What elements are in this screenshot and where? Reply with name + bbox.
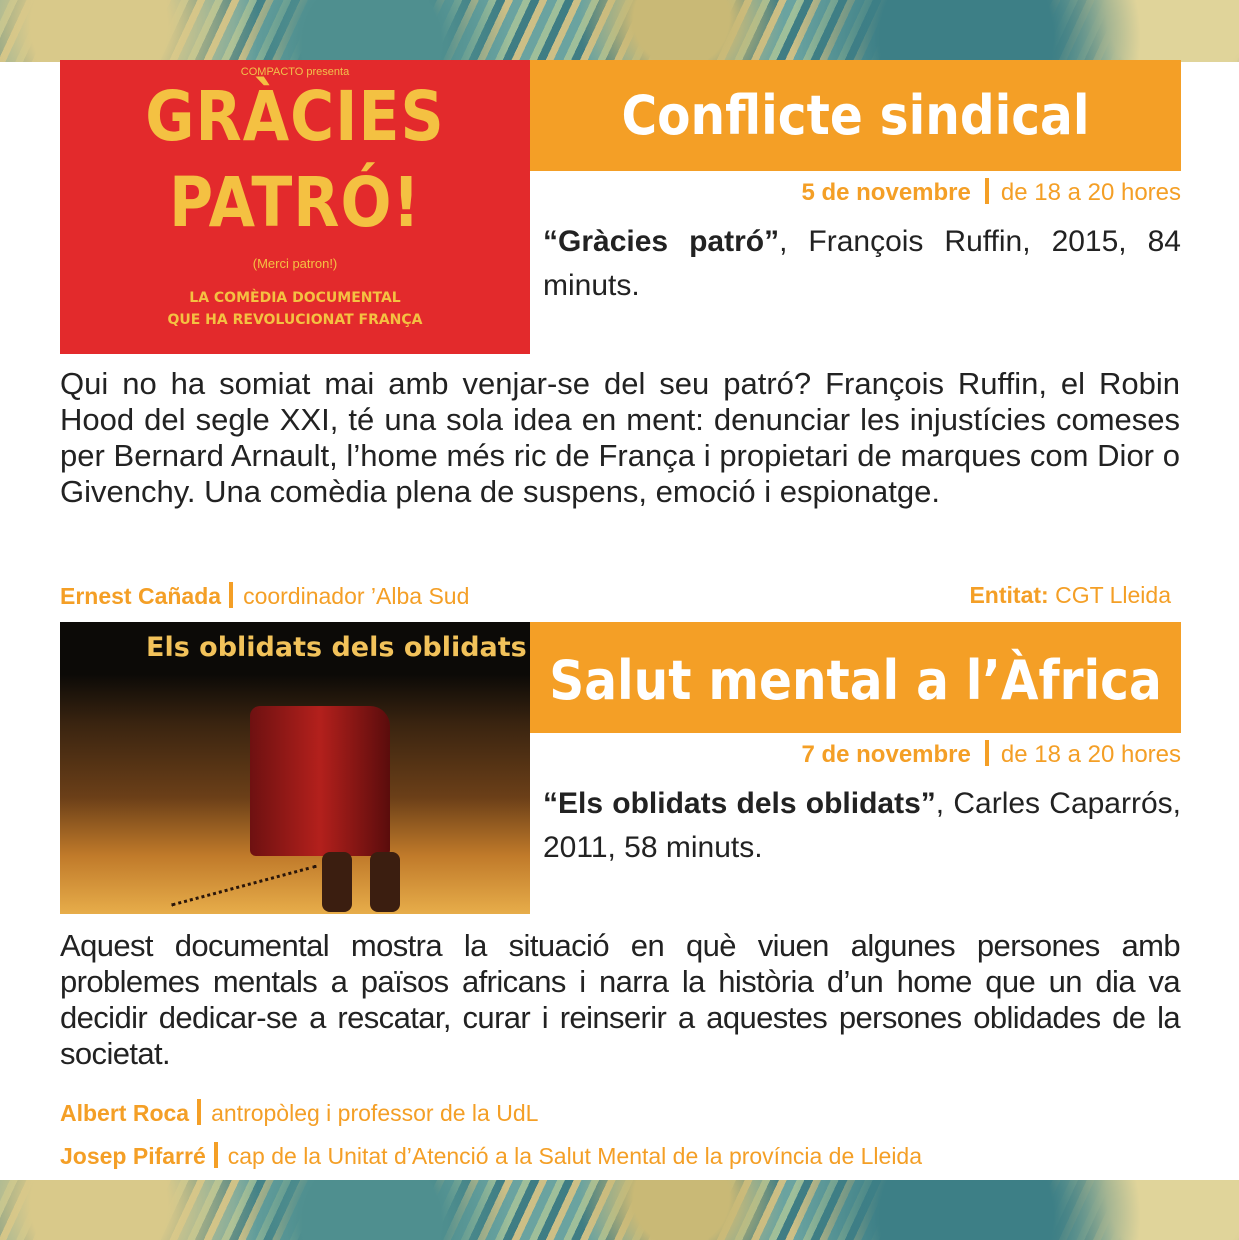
event1-description: Qui no ha somiat mai amb venjar-se del seu patró? François Ruffin, el Robin Hood del segle XXI, té una sola idea en ment: denunciar les injustícies comeses per Bernard Arnault, l’home més ric de França i propietari de marques com Dior o Givenchy. Una comèdia plena de suspens, emoció i espionatge. xyxy=(60,366,1180,509)
event2-speaker xyxy=(60,1142,922,1170)
event2-description: Aquest documental mostra la situació en què viuen algunes persones amb problemes mentals a països africans i narra la història d’un home que un dia va decidir dedicar-se a rescatar, curar i reinserir a aquestes persones oblidades de la societat. xyxy=(60,928,1180,1071)
separator-bar xyxy=(229,582,233,608)
separator-bar xyxy=(197,1099,201,1125)
poster-figure-leg xyxy=(322,852,352,912)
event2-speaker-name: Albert Roca xyxy=(60,1100,190,1126)
event1-film-info xyxy=(543,220,1181,308)
event2-film-title: “Els oblidats dels oblidats” xyxy=(543,787,936,820)
event1-time: de 18 a 20 hores xyxy=(1000,179,1181,206)
separator-bar xyxy=(214,1142,218,1168)
poster-title-line2: PATRÓ! xyxy=(169,162,421,244)
film-poster-gracies-patro xyxy=(60,60,530,354)
event1-datetime xyxy=(801,178,1181,207)
poster-tagline1: LA COMÈDIA DOCUMENTAL xyxy=(189,290,401,306)
separator-bar xyxy=(985,178,989,204)
decorative-texture-band-bottom xyxy=(0,1180,1239,1240)
event2-speaker-role: cap de la Unitat d’Atenció a la Salut Mental de la província de Lleida xyxy=(227,1143,923,1169)
event2-date: 7 de novembre xyxy=(801,741,971,768)
event1-film-title: “Gràcies patró” xyxy=(543,225,780,258)
poster-subtitle: (Merci patron!) xyxy=(252,256,338,271)
poster-figure-leg xyxy=(370,852,400,912)
entity-label: Entitat: xyxy=(969,582,1049,608)
event1-film-details: , François Ruffin, 2015, 84 minuts. xyxy=(543,225,1181,302)
event-header-salut-mental: Salut mental a l’Àfrica xyxy=(530,622,1181,733)
poster-title: Els oblidats dels oblidats xyxy=(146,632,527,663)
entity-value: CGT Lleida xyxy=(1048,582,1171,608)
poster-brand: COMPACTO presenta xyxy=(240,66,350,78)
film-poster-els-oblidats xyxy=(60,622,530,914)
event2-time: de 18 a 20 hores xyxy=(1000,741,1181,768)
event1-entity xyxy=(969,582,1171,609)
event2-speaker-name: Josep Pifarré xyxy=(60,1143,206,1169)
separator-bar xyxy=(985,740,989,766)
poster-tagline2: QUE HA REVOLUCIONAT FRANÇA xyxy=(167,312,423,328)
poster-title-line1: GRÀCIES xyxy=(145,76,445,158)
event2-speaker xyxy=(60,1099,538,1127)
poster-chain xyxy=(171,865,319,914)
event1-speaker-role: coordinador ’Alba Sud xyxy=(243,583,470,609)
event2-datetime xyxy=(801,740,1181,769)
event1-speaker xyxy=(60,582,469,610)
event2-film-info xyxy=(543,782,1181,870)
event-header-conflicte-sindical: Conflicte sindical xyxy=(530,60,1181,171)
event1-date: 5 de novembre xyxy=(801,179,971,206)
event2-film-details: , Carles Caparrós, 2011, 58 minuts. xyxy=(543,787,1181,864)
event2-speaker-role: antropòleg i professor de la UdL xyxy=(211,1100,539,1126)
poster-figure-cloth xyxy=(250,706,390,856)
decorative-texture-band-top xyxy=(0,0,1239,62)
event1-speaker-name: Ernest Cañada xyxy=(60,583,222,609)
